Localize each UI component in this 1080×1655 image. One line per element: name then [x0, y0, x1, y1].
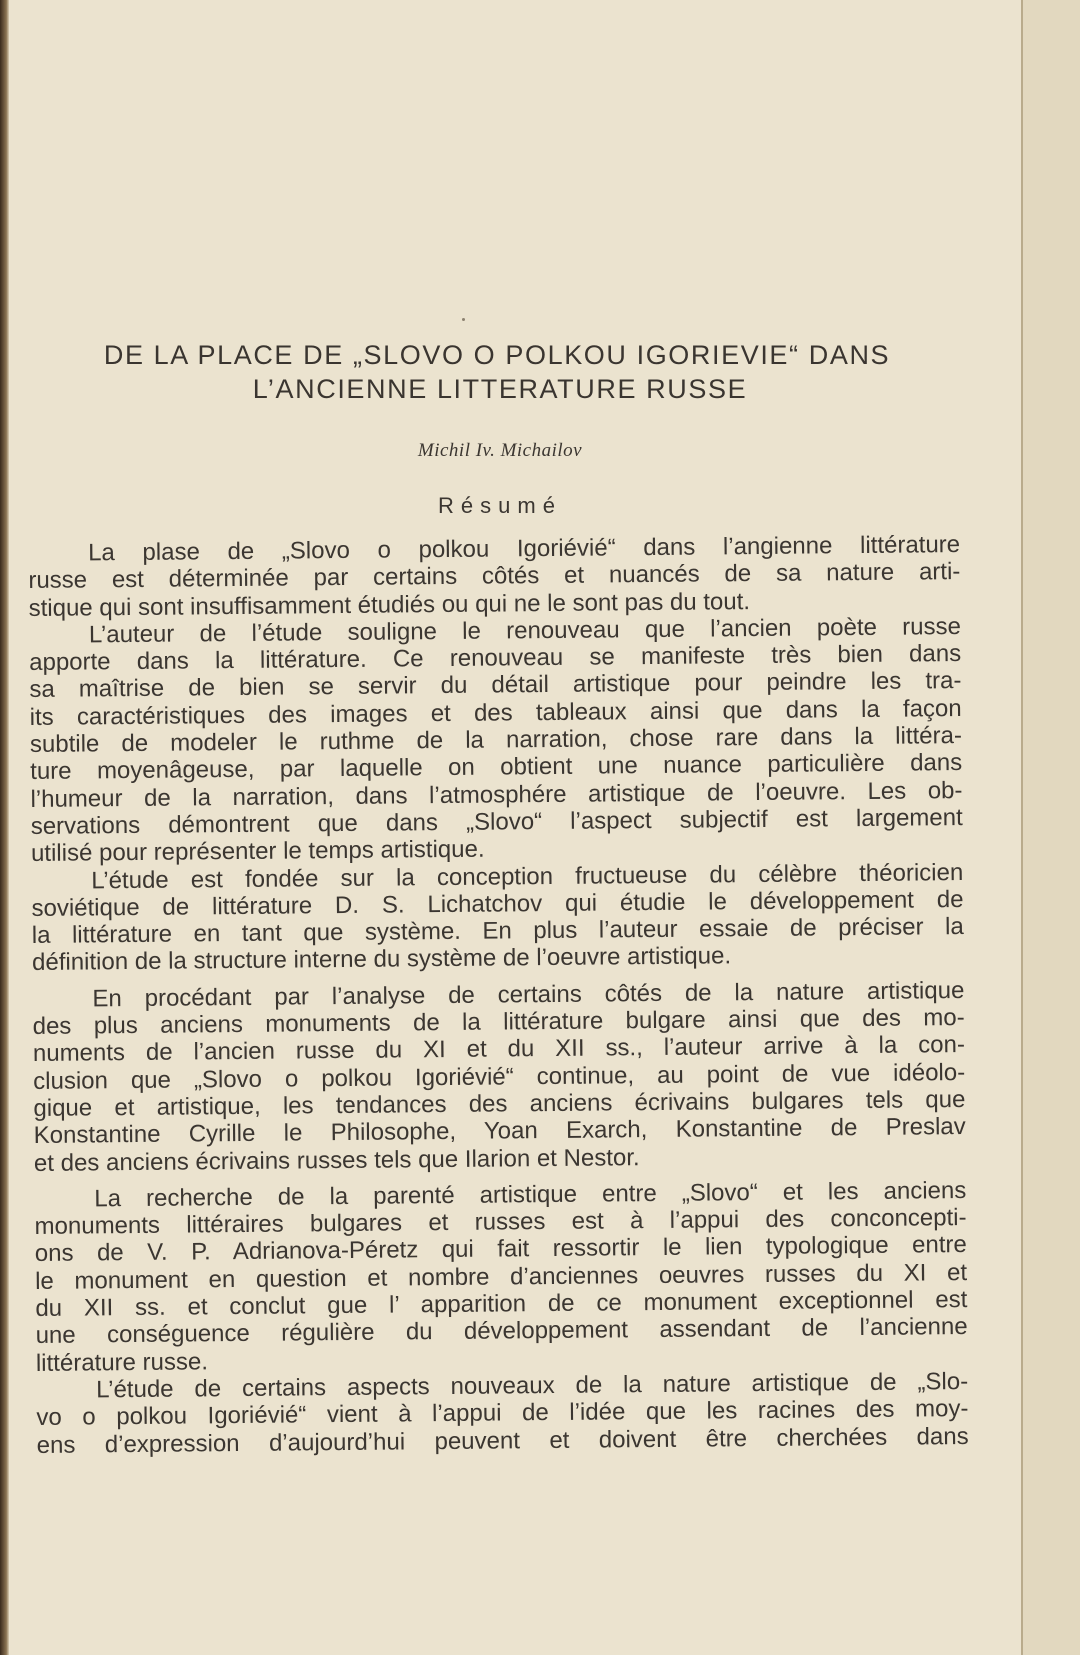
- text-line: le monument en question et nombre d’anciennes oeuvres russes du XI et: [34, 1258, 968, 1295]
- text-line: des plus anciens monuments de la littérature bulgare ainsi que des mo-: [32, 1004, 965, 1041]
- text-line: ens d’expression d’aujourd’hui peuvent et doivent être cherchées dans: [36, 1422, 969, 1459]
- text-line: L’auteur de l’étude souligne le renouveau que l’ancien poète russe: [88, 612, 962, 649]
- paragraph: [32, 977, 966, 1177]
- text-line: littérature russe.: [35, 1347, 209, 1377]
- page-binding-edge: [0, 0, 9, 1655]
- text-line: du XII ss. et conclut gue l’ apparition de ce monument exceptionnel est: [35, 1286, 968, 1322]
- text-line: gique et artistique, les tendances des anciens écrivains bulgares tels que: [33, 1085, 966, 1122]
- text-line: monuments littéraires bulgares et russes est à l’appui des conconcepti-: [34, 1204, 967, 1241]
- paragraph: [34, 1177, 968, 1377]
- text-line: vo o polkou Igoriévié“ vient à l’appui de l’idée que les racines des moy-: [36, 1395, 969, 1432]
- paragraph: [36, 1368, 969, 1459]
- text-line: subtile de modeler le ruthme de la narration, chose rare dans la littéra-: [29, 722, 963, 759]
- text-line: définition de la structure interne du système de l’oeuvre artistique.: [31, 942, 732, 977]
- text-line: ons de V. P. Adrianova-Péretz qui fait ressortir le lien typologique entre: [34, 1231, 967, 1268]
- text-line: L’étude de certains aspects nouveaux de la nature artistique de „Slo-: [96, 1367, 969, 1404]
- text-line: russe est déterminée par certains côtés et nuancés de sa nature arti-: [28, 558, 961, 595]
- summary-body: [28, 531, 969, 1459]
- text-line: servations démontrent que dans „Slovo“ l’aspect subjectif est largement: [30, 804, 963, 840]
- print-speck: [462, 318, 465, 321]
- text-line: L’étude est fondée sur la conception fructueuse du célèbre théoricien: [91, 858, 964, 894]
- page-right-margin: [1021, 0, 1080, 1655]
- paragraph: [31, 859, 964, 977]
- text-line: La plase de „Slovo o polkou Igoriévié“ dans l’angienne littérature: [87, 531, 961, 567]
- text-line: its caractéristiques des images et des tableaux ainsi que dans la façon: [29, 694, 962, 731]
- text-line: apporte dans la littérature. Ce renouveau se manifeste très bien dans: [29, 640, 962, 677]
- text-line: ture moyenâgeuse, par laquelle on obtient une nuance particulière dans: [30, 749, 963, 786]
- text-line: Konstantine Cyrille le Philosophe, Yoan Exarch, Konstantine de Preslav: [33, 1113, 966, 1150]
- article-title-line-1: DE LA PLACE DE „SLOVO O POLKOU IGORIEVIE“ DANS: [103, 340, 891, 370]
- text-line: numents de l’ancien russe du XI et du XII ss., l’auteur arrive à la con-: [32, 1031, 966, 1068]
- article-title-line-2: L’ANCIENNE LITTERATURE RUSSE: [252, 374, 748, 404]
- section-heading: Résumé: [438, 493, 562, 518]
- text-line: et des anciens écrivains russes tels que Ilarion et Nestor.: [33, 1143, 640, 1177]
- text-line: une conséguence régulière du développement assendant de l’ancienne: [35, 1313, 968, 1350]
- author-name: Michil Iv. Michailov: [417, 440, 583, 461]
- text-line: clusion que „Slovo o polkou Igoriévié“ continue, au point de vue idéolo-: [33, 1058, 966, 1095]
- text-line: utilisé pour représenter le temps artistique.: [30, 835, 485, 868]
- text-line: l’humeur de la narration, dans l’atmosphére artistique de l’oeuvre. Les ob-: [30, 776, 963, 813]
- paragraph: [29, 613, 963, 868]
- text-line: sa maîtrise de bien se servir du détail artistique pour peindre les tra-: [29, 667, 962, 704]
- text-line: la littérature en tant que système. En plus l’auteur essaie de préciser la: [31, 913, 964, 950]
- text-line: stique qui sont insuffisamment étudiés ou qui ne le sont pas du tout.: [28, 587, 751, 622]
- text-line: soviétique de littérature D. S. Lichatchov qui étudie le développement de: [31, 885, 964, 922]
- paragraph: [28, 531, 961, 622]
- text-line: La recherche de la parenté artistique entre „Slovo“ et les anciens: [94, 1176, 967, 1213]
- text-line: En procédant par l’analyse de certains côtés de la nature artistique: [92, 976, 965, 1013]
